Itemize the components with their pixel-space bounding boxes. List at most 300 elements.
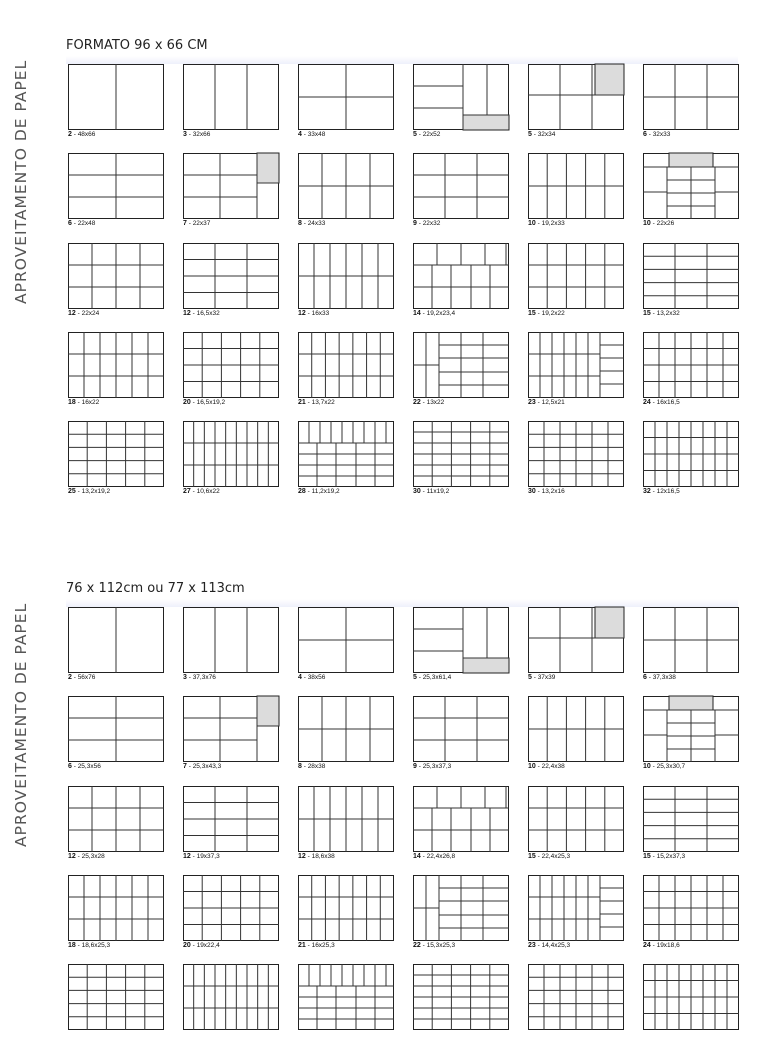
sheet-layout xyxy=(413,875,510,949)
piece-count: 27 xyxy=(183,488,191,495)
sheet-frame xyxy=(414,154,509,219)
piece-count: 22 xyxy=(413,942,421,949)
piece-size: 10,6x22 xyxy=(196,488,220,495)
sheet-diagram xyxy=(298,153,394,219)
piece-size: 11,2x19,2 xyxy=(311,488,340,495)
layout-caption xyxy=(68,220,95,227)
sheet-diagram xyxy=(183,786,279,852)
caption-separator: - xyxy=(186,131,193,138)
piece-size: 13x22 xyxy=(426,399,445,406)
piece-count: 28 xyxy=(298,488,306,495)
layout-caption xyxy=(413,763,451,770)
piece-size: 32x33 xyxy=(652,131,671,138)
piece-size: 37x39 xyxy=(537,674,556,681)
waste-area xyxy=(595,64,624,95)
sheet-diagram xyxy=(183,964,279,1030)
layout-caption xyxy=(68,310,99,317)
sheet-diagram xyxy=(68,786,164,852)
sheet-layout xyxy=(183,421,280,495)
piece-count: 3 xyxy=(183,131,187,138)
piece-count: 9 xyxy=(413,763,417,770)
caption-separator: - xyxy=(535,310,542,317)
piece-size: 25,3x61,4 xyxy=(422,674,452,681)
sheet-layout xyxy=(413,421,510,495)
sheet-frame xyxy=(69,965,164,1030)
sheet-diagram xyxy=(413,607,509,673)
layout-caption xyxy=(528,942,570,949)
layout-caption xyxy=(413,310,455,317)
sheet-diagram xyxy=(68,332,164,398)
sheet-diagram xyxy=(183,64,279,130)
sheet-layout xyxy=(413,64,510,138)
sheet-diagram xyxy=(528,875,624,941)
caption-separator: - xyxy=(646,131,653,138)
sheet-layout xyxy=(528,64,625,138)
sheet-layout xyxy=(183,696,280,770)
sheet-diagram xyxy=(528,421,624,487)
layout-caption xyxy=(68,674,95,681)
caption-separator: - xyxy=(190,310,197,317)
piece-size: 25,3x56 xyxy=(77,763,101,770)
sheet-layout xyxy=(183,332,280,406)
sheet-layout xyxy=(298,964,395,1030)
sheet-layout xyxy=(643,875,740,949)
caption-separator: - xyxy=(535,399,542,406)
sheet-layout xyxy=(298,875,395,949)
piece-count: 30 xyxy=(528,488,536,495)
piece-count: 32 xyxy=(643,488,651,495)
caption-separator: - xyxy=(531,131,538,138)
sheet-diagram xyxy=(413,786,509,852)
piece-count: 12 xyxy=(298,853,306,860)
sheet-diagram xyxy=(298,786,394,852)
sheet-layout xyxy=(643,607,740,681)
piece-count: 23 xyxy=(528,399,536,406)
caption-separator: - xyxy=(416,674,423,681)
piece-count: 15 xyxy=(643,853,651,860)
sheet-layout xyxy=(298,64,395,138)
caption-separator: - xyxy=(75,488,82,495)
layout-caption xyxy=(183,942,220,949)
piece-count: 14 xyxy=(413,853,421,860)
layout-caption xyxy=(298,942,335,949)
header-band xyxy=(66,56,738,64)
sheet-diagram xyxy=(528,786,624,852)
sheet-frame xyxy=(644,244,739,309)
caption-separator: - xyxy=(416,131,423,138)
sheet-layout xyxy=(413,332,510,406)
sheet-diagram xyxy=(528,964,624,1030)
caption-separator: - xyxy=(301,763,308,770)
caption-separator: - xyxy=(420,853,427,860)
piece-count: 8 xyxy=(298,220,302,227)
layout-caption xyxy=(298,131,325,138)
piece-size: 13,2x19,2 xyxy=(81,488,111,495)
piece-size: 25,3x43,3 xyxy=(192,763,222,770)
caption-separator: - xyxy=(420,399,427,406)
sheet-layout xyxy=(413,786,510,860)
piece-count: 12 xyxy=(298,310,306,317)
piece-size: 37,3x38 xyxy=(652,674,676,681)
caption-separator: - xyxy=(535,942,542,949)
layout-caption xyxy=(298,674,325,681)
sheet-diagram xyxy=(528,332,624,398)
piece-size: 19,2x33 xyxy=(541,220,565,227)
piece-size: 25,3x30,7 xyxy=(656,763,686,770)
sheet-diagram xyxy=(183,421,279,487)
piece-size: 18,6x25,3 xyxy=(81,942,111,949)
layout-caption xyxy=(298,763,325,770)
piece-size: 16x25,3 xyxy=(311,942,335,949)
piece-size: 19x22,4 xyxy=(196,942,220,949)
caption-separator: - xyxy=(650,399,657,406)
layout-caption xyxy=(183,763,221,770)
piece-count: 3 xyxy=(183,674,187,681)
piece-size: 37,3x76 xyxy=(192,674,216,681)
piece-size: 22,4x25,3 xyxy=(541,853,571,860)
sheet-diagram xyxy=(528,64,624,130)
sheet-diagram xyxy=(183,243,279,309)
sheet-layout xyxy=(68,607,165,681)
layout-caption xyxy=(68,399,99,406)
sheet-diagram xyxy=(68,875,164,941)
layout-caption xyxy=(643,674,676,681)
sheet-diagram xyxy=(643,607,739,673)
piece-count: 7 xyxy=(183,220,187,227)
piece-size: 38x56 xyxy=(307,674,326,681)
sheet-layout xyxy=(528,332,625,406)
sheet-diagram xyxy=(183,607,279,673)
sheet-layout xyxy=(413,243,510,317)
piece-count: 8 xyxy=(298,763,302,770)
caption-separator: - xyxy=(75,853,82,860)
piece-size: 22x26 xyxy=(656,220,675,227)
sheet-diagram xyxy=(413,696,509,762)
sheet-layout xyxy=(413,964,510,1030)
layout-caption xyxy=(528,310,565,317)
piece-size: 16x33 xyxy=(311,310,330,317)
caption-separator: - xyxy=(650,488,657,495)
piece-count: 18 xyxy=(68,942,76,949)
sheet-diagram xyxy=(298,607,394,673)
caption-separator: - xyxy=(420,942,427,949)
sheet-frame xyxy=(184,422,279,487)
sheet-layout xyxy=(298,243,395,317)
sheet-diagram xyxy=(68,607,164,673)
piece-count: 12 xyxy=(68,853,76,860)
section-title: 76 x 112cm ou 77 x 113cm xyxy=(66,581,245,596)
sheet-layout xyxy=(183,243,280,317)
sheet-diagram xyxy=(643,243,739,309)
piece-size: 32x34 xyxy=(537,131,556,138)
sheet-layout xyxy=(528,964,625,1030)
waste-area xyxy=(257,153,279,183)
sheet-layout xyxy=(298,332,395,406)
sheet-frame xyxy=(644,787,739,852)
sheet-diagram xyxy=(298,421,394,487)
piece-size: 14,4x25,3 xyxy=(541,942,571,949)
piece-size: 15,3x25,3 xyxy=(426,942,456,949)
caption-separator: - xyxy=(71,131,78,138)
layout-caption xyxy=(643,763,685,770)
piece-count: 14 xyxy=(413,310,421,317)
sheet-frame xyxy=(69,422,164,487)
sheet-frame xyxy=(184,608,279,673)
sheet-layout xyxy=(643,964,740,1030)
piece-count: 9 xyxy=(413,220,417,227)
sheet-layout xyxy=(643,153,740,227)
piece-count: 5 xyxy=(528,131,532,138)
sheet-diagram xyxy=(643,332,739,398)
sheet-frame xyxy=(184,65,279,130)
piece-size: 12,5x21 xyxy=(541,399,565,406)
caption-separator: - xyxy=(305,942,312,949)
layout-caption xyxy=(183,674,216,681)
piece-size: 25,3x28 xyxy=(81,853,105,860)
sheet-diagram xyxy=(413,243,509,309)
sheet-diagram xyxy=(528,696,624,762)
sheet-diagram xyxy=(183,332,279,398)
sheet-layout xyxy=(643,421,740,495)
piece-count: 15 xyxy=(528,310,536,317)
sheet-layout xyxy=(643,696,740,770)
piece-size: 25,3x37,3 xyxy=(422,763,452,770)
layout-caption xyxy=(413,399,444,406)
layout-caption xyxy=(528,488,565,495)
sheet-layout xyxy=(183,964,280,1030)
piece-size: 22,4x26,8 xyxy=(426,853,456,860)
caption-separator: - xyxy=(301,220,308,227)
piece-size: 56x76 xyxy=(77,674,96,681)
header-band xyxy=(66,599,738,607)
sheet-layout xyxy=(528,421,625,495)
sheet-diagram xyxy=(643,421,739,487)
piece-count: 5 xyxy=(413,131,417,138)
layout-caption xyxy=(183,488,220,495)
sheet-layout xyxy=(68,696,165,770)
caption-separator: - xyxy=(186,763,193,770)
layout-caption xyxy=(298,488,340,495)
sheet-layout xyxy=(183,875,280,949)
layout-caption xyxy=(298,220,325,227)
layout-caption xyxy=(183,853,220,860)
caption-separator: - xyxy=(535,853,542,860)
sheet-layout xyxy=(183,153,280,227)
layout-caption xyxy=(413,853,455,860)
piece-size: 19x18,6 xyxy=(656,942,680,949)
layout-caption xyxy=(68,131,95,138)
piece-size: 32x66 xyxy=(192,131,211,138)
piece-count: 6 xyxy=(643,674,647,681)
piece-count: 21 xyxy=(298,942,306,949)
caption-separator: - xyxy=(186,220,193,227)
piece-count: 10 xyxy=(528,763,536,770)
sheet-diagram xyxy=(528,607,624,673)
piece-count: 2 xyxy=(68,131,72,138)
layout-caption xyxy=(68,488,110,495)
piece-count: 24 xyxy=(643,942,651,949)
piece-size: 16,5x19,2 xyxy=(196,399,226,406)
piece-count: 7 xyxy=(183,763,187,770)
piece-count: 20 xyxy=(183,399,191,406)
piece-size: 13,2x16 xyxy=(541,488,565,495)
caption-separator: - xyxy=(650,220,657,227)
piece-count: 22 xyxy=(413,399,421,406)
sheet-layout xyxy=(183,64,280,138)
sheet-layout xyxy=(183,786,280,860)
sheet-layout xyxy=(643,64,740,138)
layout-caption xyxy=(643,488,680,495)
piece-size: 22x52 xyxy=(422,131,441,138)
sheet-frame xyxy=(299,333,394,398)
piece-count: 4 xyxy=(298,674,302,681)
sheet-layout xyxy=(68,332,165,406)
sheet-diagram xyxy=(643,875,739,941)
piece-count: 2 xyxy=(68,674,72,681)
layout-caption xyxy=(68,763,101,770)
piece-count: 25 xyxy=(68,488,76,495)
sheet-diagram xyxy=(298,243,394,309)
caption-separator: - xyxy=(71,763,78,770)
sheet-layout xyxy=(298,786,395,860)
caption-separator: - xyxy=(190,399,197,406)
side-label: APROVEITAMENTO DE PAPEL xyxy=(12,59,30,304)
layout-caption xyxy=(528,220,565,227)
piece-count: 10 xyxy=(528,220,536,227)
sheet-diagram xyxy=(643,696,739,762)
waste-area xyxy=(595,607,624,638)
layout-caption xyxy=(183,131,210,138)
piece-size: 22,4x38 xyxy=(541,763,565,770)
piece-size: 28x38 xyxy=(307,763,326,770)
piece-count: 5 xyxy=(413,674,417,681)
layout-caption xyxy=(528,131,555,138)
piece-count: 15 xyxy=(643,310,651,317)
layout-caption xyxy=(413,674,451,681)
piece-size: 13,2x32 xyxy=(656,310,680,317)
layout-caption xyxy=(298,310,329,317)
piece-size: 16x22 xyxy=(81,399,100,406)
sheet-frame xyxy=(299,876,394,941)
sheet-layout xyxy=(68,875,165,949)
sheet-diagram xyxy=(68,696,164,762)
layout-caption xyxy=(643,853,685,860)
piece-size: 22x48 xyxy=(77,220,96,227)
piece-size: 15,2x37,3 xyxy=(656,853,686,860)
piece-count: 5 xyxy=(528,674,532,681)
sheet-layout xyxy=(298,607,395,681)
layout-caption xyxy=(643,942,680,949)
waste-area xyxy=(463,115,509,130)
sheet-layout xyxy=(643,332,740,406)
piece-count: 12 xyxy=(183,310,191,317)
caption-separator: - xyxy=(305,488,312,495)
sheet-layout xyxy=(298,421,395,495)
sheet-layout xyxy=(183,607,280,681)
layout-caption xyxy=(68,942,110,949)
caption-separator: - xyxy=(535,488,542,495)
piece-size: 22x32 xyxy=(422,220,441,227)
sheet-layout xyxy=(643,243,740,317)
caption-separator: - xyxy=(416,763,423,770)
layout-caption xyxy=(413,220,440,227)
piece-size: 24x33 xyxy=(307,220,326,227)
piece-count: 6 xyxy=(643,131,647,138)
caption-separator: - xyxy=(301,131,308,138)
layout-caption xyxy=(643,399,680,406)
caption-separator: - xyxy=(75,310,82,317)
sheet-frame xyxy=(414,697,509,762)
layout-caption xyxy=(528,763,565,770)
caption-separator: - xyxy=(650,763,657,770)
sheet-diagram xyxy=(413,421,509,487)
sheet-frame xyxy=(529,244,624,309)
sheet-diagram xyxy=(68,153,164,219)
piece-count: 21 xyxy=(298,399,306,406)
piece-size: 16x16,5 xyxy=(656,399,680,406)
waste-area xyxy=(669,153,713,167)
sheet-layout xyxy=(643,786,740,860)
sheet-layout xyxy=(528,696,625,770)
sheet-diagram xyxy=(298,875,394,941)
sheet-diagram xyxy=(298,332,394,398)
layout-caption xyxy=(183,220,210,227)
sheet-diagram xyxy=(643,153,739,219)
caption-separator: - xyxy=(650,942,657,949)
sheet-layout xyxy=(413,153,510,227)
sheet-diagram xyxy=(413,64,509,130)
sheet-layout xyxy=(528,786,625,860)
piece-size: 12x16,5 xyxy=(656,488,680,495)
sheet-diagram xyxy=(183,153,279,219)
layout-caption xyxy=(183,310,220,317)
piece-size: 11x19,2 xyxy=(426,488,450,495)
layout-caption xyxy=(528,853,570,860)
waste-area xyxy=(257,696,279,726)
caption-separator: - xyxy=(186,674,193,681)
sheet-diagram xyxy=(413,875,509,941)
caption-separator: - xyxy=(420,310,427,317)
layout-caption xyxy=(413,131,440,138)
caption-separator: - xyxy=(535,220,542,227)
piece-size: 18,6x38 xyxy=(311,853,335,860)
sheet-diagram xyxy=(183,875,279,941)
sheet-diagram xyxy=(528,243,624,309)
piece-count: 12 xyxy=(68,310,76,317)
piece-size: 48x66 xyxy=(77,131,96,138)
caption-separator: - xyxy=(535,763,542,770)
piece-size: 33x48 xyxy=(307,131,326,138)
sheet-diagram xyxy=(298,696,394,762)
piece-size: 19,2x23,4 xyxy=(426,310,456,317)
layout-caption xyxy=(413,942,455,949)
sheet-layout xyxy=(68,153,165,227)
caption-separator: - xyxy=(190,488,197,495)
piece-count: 6 xyxy=(68,763,72,770)
piece-count: 23 xyxy=(528,942,536,949)
layout-caption xyxy=(298,853,335,860)
sheet-diagram xyxy=(68,964,164,1030)
piece-count: 6 xyxy=(68,220,72,227)
sheet-diagram xyxy=(528,153,624,219)
caption-separator: - xyxy=(420,488,427,495)
caption-separator: - xyxy=(305,399,312,406)
sheet-diagram xyxy=(183,696,279,762)
waste-area xyxy=(463,658,509,673)
piece-size: 19,2x22 xyxy=(541,310,565,317)
piece-size: 22x24 xyxy=(81,310,100,317)
side-label: APROVEITAMENTO DE PAPEL xyxy=(12,602,30,847)
